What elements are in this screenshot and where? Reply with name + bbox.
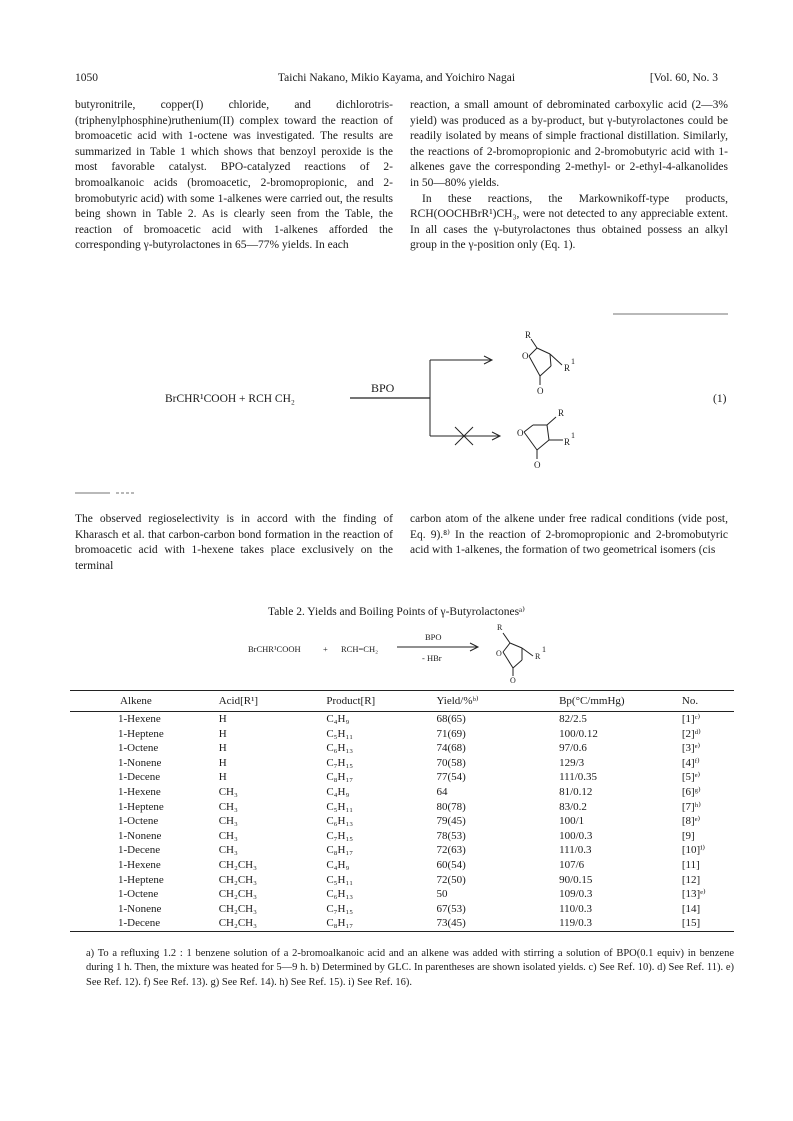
cell-alkene: 1-Nonene bbox=[118, 756, 162, 769]
table-row bbox=[70, 785, 734, 800]
cell-product: C₅H₁₁ bbox=[326, 727, 354, 740]
table-row bbox=[70, 756, 734, 771]
col-header-yield: Yield/%ᵇ⁾ bbox=[436, 694, 479, 707]
table-row bbox=[70, 843, 734, 858]
cell-product: C₆H₁₃ bbox=[326, 888, 354, 901]
cell-no: [14] bbox=[681, 902, 701, 915]
cell-acid: H bbox=[218, 727, 227, 740]
ring-oxygen: O bbox=[522, 351, 529, 361]
cell-acid: CH₃ bbox=[218, 815, 238, 828]
yields-table bbox=[70, 690, 734, 932]
paragraph: butyronitrile, copper(I) chloride, and dichlorotris-(triphenylphosphine)ruthenium(II) complex toward the reaction of bromoacetic acid with 1-octene was investigated. The results are summarized in Table 1 which shows that benzoyl peroxide is the most favorable catalyst. BPO-catalyzed reactions of 2-bromoalkanoic acids (bromoacetic, 2-bromopropionic, and 2-bromobutyric acid) with some 1-alkenes were carried out, the results being shown in Table 2. As is clearly seen from the Table, the reaction of bromoacetic acid with 1-alkenes afforded the corresponding γ-butyrolactones in 65—77% yields. In each bbox=[75, 99, 393, 252]
cell-bp: 129/3 bbox=[559, 756, 585, 769]
cell-alkene: 1-Heptene bbox=[118, 873, 164, 886]
paragraph: The observed regioselectivity is in accord with the finding of Kharasch et al. that carbon-carbon bond formation in the reaction of bromoacetic acid with 1-hexene takes place exclusively on the terminal bbox=[75, 513, 393, 572]
cell-bp: 97/0.6 bbox=[559, 742, 587, 755]
footnote-text: a) To a refluxing 1.2 : 1 benzene solution of a 2-bromoalkanoic acid and an alkene was added with stirring a solution of BPO(0.1 equiv) in benzene during 1 h. Then, the mixture was heated for 5—9 h. b) Determined by GLC. In parentheses are shown isolated yields. c) See Ref. 10). d) See Ref. 11). e) See Ref. 12). f) See Ref. 13). g) See Ref. 14). h) See Ref. 15). i) See Ref. 16). bbox=[86, 948, 734, 988]
scheme-carbonyl-oxygen: O bbox=[510, 676, 516, 685]
cell-acid: CH₂CH₃ bbox=[218, 902, 257, 915]
table-row bbox=[70, 770, 734, 785]
cell-alkene: 1-Octene bbox=[118, 888, 159, 901]
cell-no: [8]ᵉ⁾ bbox=[681, 815, 701, 828]
cell-acid: CH₂CH₃ bbox=[218, 873, 257, 886]
cell-bp: 90/0.15 bbox=[559, 873, 593, 886]
cell-bp: 111/0.35 bbox=[559, 771, 598, 784]
cell-acid: CH₃ bbox=[218, 844, 238, 857]
cell-no: [5]ᵉ⁾ bbox=[681, 771, 701, 784]
substituent-r1-2: R bbox=[564, 437, 571, 447]
superscript-1: 1 bbox=[571, 357, 575, 366]
cell-acid: CH₃ bbox=[218, 829, 238, 842]
cell-product: C₄H₉ bbox=[326, 786, 350, 799]
col-header-bp: Bp(°C/mmHg) bbox=[559, 694, 625, 707]
cell-bp: 111/0.3 bbox=[559, 844, 592, 857]
cell-alkene: 1-Hexene bbox=[118, 713, 161, 726]
cell-yield: 80(78) bbox=[436, 800, 466, 813]
cell-alkene: 1-Hexene bbox=[118, 786, 161, 799]
cell-product: C₇H₁₅ bbox=[326, 902, 354, 915]
cell-yield: 78(53) bbox=[436, 829, 466, 842]
cell-alkene: 1-Decene bbox=[118, 771, 161, 784]
cell-no: [3]ᵉ⁾ bbox=[681, 742, 701, 755]
cell-alkene: 1-Hexene bbox=[118, 858, 161, 871]
table-row bbox=[70, 829, 734, 844]
cell-acid: H bbox=[218, 713, 227, 726]
cell-acid: CH₃ bbox=[218, 800, 238, 813]
cell-yield: 67(53) bbox=[436, 902, 466, 915]
cell-product: C₈H₁₇ bbox=[326, 844, 354, 857]
cell-yield: 70(58) bbox=[436, 756, 466, 769]
equation-label: (1) bbox=[713, 393, 727, 405]
cell-acid: CH₂CH₃ bbox=[218, 888, 257, 901]
cell-no: [13]ᵉ⁾ bbox=[681, 888, 706, 901]
table-row bbox=[70, 887, 734, 902]
cell-bp: 82/2.5 bbox=[559, 713, 587, 726]
ring-oxygen-2: O bbox=[517, 428, 524, 438]
cell-no: [1]ᶜ⁾ bbox=[681, 713, 701, 726]
cell-yield: 68(65) bbox=[436, 713, 466, 726]
cell-acid: CH₃ bbox=[218, 786, 238, 799]
cell-alkene: 1-Nonene bbox=[118, 902, 162, 915]
cell-bp: 100/0.12 bbox=[559, 727, 598, 740]
scheme-above-arrow: BPO bbox=[425, 632, 442, 642]
cell-product: C₅H₁₁ bbox=[326, 873, 354, 886]
table-row bbox=[70, 741, 734, 756]
cell-yield: 79(45) bbox=[436, 815, 466, 828]
scheme-reactant-1: BrCHR¹COOH bbox=[248, 644, 301, 654]
right-column-bottom bbox=[410, 512, 728, 559]
cell-no: [6]ᵍ⁾ bbox=[681, 786, 701, 799]
table-row bbox=[70, 814, 734, 829]
table-row bbox=[70, 858, 734, 873]
cell-acid: H bbox=[218, 771, 227, 784]
col-header-product: Product[R] bbox=[326, 694, 376, 707]
cell-no: [2]ᵈ⁾ bbox=[681, 727, 701, 740]
cell-product: C₆H₁₃ bbox=[326, 815, 354, 828]
scheme-below-arrow: - HBr bbox=[422, 653, 442, 663]
reagent-bpo: BPO bbox=[371, 381, 395, 395]
cell-product: C₇H₁₅ bbox=[326, 756, 354, 769]
cell-bp: 107/6 bbox=[559, 858, 585, 871]
cell-yield: 77(54) bbox=[436, 771, 466, 784]
cell-product: C₅H₁₁ bbox=[326, 800, 354, 813]
scheme-reactant-2: RCH=CH₂ bbox=[341, 644, 379, 654]
table-row bbox=[70, 712, 734, 727]
cell-bp: 81/0.12 bbox=[559, 786, 593, 799]
cell-yield: 60(54) bbox=[436, 858, 466, 871]
cell-no: [10]ⁱ⁾ bbox=[681, 844, 706, 857]
cell-product: C₆H₁₃ bbox=[326, 742, 354, 755]
running-authors: Taichi Nakano, Mikio Kayama, and Yoichiro Nagai bbox=[277, 72, 516, 84]
cell-bp: 119/0.3 bbox=[559, 917, 592, 930]
cell-alkene: 1-Nonene bbox=[118, 829, 162, 842]
cell-alkene: 1-Decene bbox=[118, 844, 161, 857]
reactants-text: BrCHR¹COOH + RCH CH₂ bbox=[165, 393, 295, 405]
col-header-acid: Acid[R¹] bbox=[218, 694, 259, 707]
cell-alkene: 1-Octene bbox=[118, 742, 159, 755]
table-row bbox=[70, 902, 734, 917]
cell-acid: H bbox=[218, 742, 227, 755]
table-row bbox=[70, 800, 734, 815]
cell-alkene: 1-Heptene bbox=[118, 800, 164, 813]
cell-product: C₄H₉ bbox=[326, 858, 350, 871]
beta-lactone-product bbox=[524, 417, 563, 459]
cell-alkene: 1-Heptene bbox=[118, 727, 164, 740]
cell-acid: H bbox=[218, 756, 227, 769]
cell-no: [15] bbox=[681, 917, 701, 930]
carbonyl-oxygen: O bbox=[537, 386, 544, 396]
superscript-1-2: 1 bbox=[571, 431, 575, 440]
cell-yield: 72(63) bbox=[436, 844, 466, 857]
table-footnotes bbox=[86, 947, 734, 990]
cell-no: [12] bbox=[681, 873, 701, 886]
table-row bbox=[70, 916, 734, 931]
cell-alkene: 1-Decene bbox=[118, 917, 161, 930]
cell-product: C₈H₁₇ bbox=[326, 917, 354, 930]
cell-alkene: 1-Octene bbox=[118, 815, 159, 828]
cell-yield: 74(68) bbox=[436, 742, 466, 755]
volume-info: [Vol. 60, No. 3 bbox=[649, 72, 718, 84]
left-column-bottom bbox=[75, 512, 393, 574]
gamma-lactone-product bbox=[529, 339, 562, 385]
paragraph: In these reactions, the Markownikoff-type products, RCH(OOCHBrR¹)CH₃, were not detected to any appreciable extent. In all cases the γ-butyrolactones thus obtained possess an alkyl group in the γ-position only (Eq. 1). bbox=[410, 192, 728, 252]
substituent-r: R bbox=[525, 330, 532, 340]
cell-yield: 71(69) bbox=[436, 727, 466, 740]
substituent-r1: R bbox=[564, 363, 571, 373]
cell-yield: 73(45) bbox=[436, 917, 466, 930]
cell-bp: 109/0.3 bbox=[559, 888, 593, 901]
col-header-alkene: Alkene bbox=[120, 694, 152, 707]
scheme-substituent-r1: R bbox=[535, 652, 541, 661]
scheme-plus: + bbox=[323, 644, 328, 654]
scheme-ring-oxygen: O bbox=[496, 649, 502, 658]
cell-yield: 64 bbox=[436, 786, 448, 799]
table-caption: Table 2. Yields and Boiling Points of γ-Butyrolactonesᵃ⁾ bbox=[267, 606, 526, 618]
table-row bbox=[70, 727, 734, 742]
cell-product: C₄H₉ bbox=[326, 713, 350, 726]
cell-no: [9] bbox=[681, 829, 695, 842]
cell-product: C₇H₁₅ bbox=[326, 829, 354, 842]
cell-bp: 110/0.3 bbox=[559, 902, 592, 915]
cell-bp: 83/0.2 bbox=[559, 800, 587, 813]
cell-no: [4]ᶠ⁾ bbox=[681, 756, 700, 769]
cell-acid: CH₂CH₃ bbox=[218, 917, 257, 930]
cell-no: [11] bbox=[681, 858, 700, 871]
right-column-top bbox=[410, 98, 728, 254]
cell-yield: 72(50) bbox=[436, 873, 466, 886]
cell-no: [7]ʰ⁾ bbox=[681, 800, 701, 813]
cell-yield: 50 bbox=[436, 888, 448, 901]
scheme-superscript-1: 1 bbox=[542, 645, 546, 654]
scheme-substituent-r: R bbox=[497, 623, 503, 632]
cell-acid: CH₂CH₃ bbox=[218, 858, 257, 871]
table-lactone-structure bbox=[503, 633, 533, 676]
left-column-top bbox=[75, 98, 393, 254]
col-header-no: No. bbox=[681, 694, 699, 707]
carbonyl-oxygen-2: O bbox=[534, 460, 541, 470]
substituent-r-2: R bbox=[558, 408, 565, 418]
table-header-row bbox=[70, 691, 734, 712]
table-body bbox=[70, 712, 734, 932]
cell-bp: 100/1 bbox=[559, 815, 585, 828]
paragraph: carbon atom of the alkene under free radical conditions (vide post, Eq. 9).⁸⁾ In the reaction of 2-bromopropionic and 2-bromobutyric acid with 1-alkenes, the formation of two geometrical isomers (cis bbox=[410, 513, 728, 557]
paragraph: reaction, a small amount of debrominated carboxylic acid (2—3% yield) was produced as a by-product, but γ-butyrolactones could be readily isolated by means of simple fractional distillation. Similarly, the reactions of 2-bromopropionic and 2-bromobutyric acid with 1-alkenes gave the corresponding 2-methyl- or 2-ethyl-4-alkanolides in 50—80% yields. bbox=[410, 99, 728, 189]
cell-product: C₈H₁₇ bbox=[326, 771, 354, 784]
cell-bp: 100/0.3 bbox=[559, 829, 593, 842]
page-number: 1050 bbox=[75, 72, 98, 84]
table-row bbox=[70, 873, 734, 888]
